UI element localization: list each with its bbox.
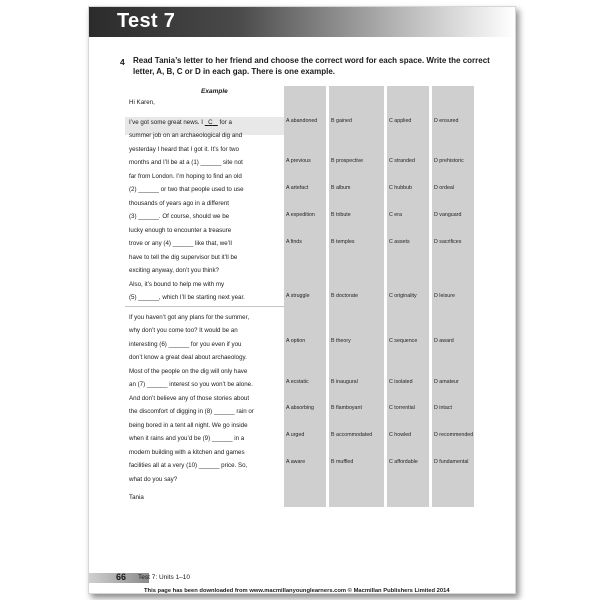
option-8-d: D amateur [434, 379, 459, 385]
option-6-b: B doctorate [331, 293, 359, 299]
option-1-d: D ensured [434, 118, 459, 124]
letter-line: interesting (6) ______ for you even if you [129, 340, 242, 348]
letter-signature: Tania [129, 494, 144, 501]
letter-line: (2) ______ or two that people used to use [129, 186, 244, 193]
option-2-d: D prehistoric [434, 158, 464, 164]
option-9-c: C torrential [389, 405, 415, 411]
worksheet-page [88, 6, 516, 594]
letter-line: (3) ______. Of course, should we be [129, 213, 230, 220]
option-7-a: A option [286, 338, 306, 344]
option-10-c: C howled [389, 432, 412, 438]
option-7-c: C sequence [389, 338, 418, 344]
letter-line: (5) ______, which I’ll be starting next year. [129, 294, 245, 301]
letter-line: what do you say? [129, 475, 178, 483]
option-8-b: B inaugural [331, 379, 358, 385]
option-10-b: B accommodated [331, 432, 373, 438]
option-3-d: D ordeal [434, 185, 455, 191]
example-answer: C [208, 118, 213, 126]
option-7-b: B theory [331, 338, 351, 344]
option-3-a: A artefact [286, 185, 309, 191]
letter-line: trove or any (4) ______ like that, we’ll [129, 240, 232, 247]
question-instructions: Read Tania’s letter to her friend and choose the correct word for each space. Write the correct letter, A, B, C or D in each gap. There is one example. [133, 56, 490, 76]
option-3-c: C hubbub [389, 185, 412, 191]
letter-line: summer job on an archaeological dig and [129, 132, 243, 139]
copyright-notice: This page has been downloaded from www.macmillanyounglearners.com © Macmillan Publishers Limited 2014 [144, 588, 450, 594]
letter-text [129, 96, 281, 505]
option-5-a: A finds [286, 239, 302, 245]
option-1-a: A abandoned [286, 118, 318, 124]
letter-line: far from London. I’m hoping to find an old [129, 172, 242, 180]
letter-line: an (7) ______ interest so you won’t be alone. [129, 381, 253, 388]
option-10-a: A urged [286, 432, 305, 438]
letter-line: don’t know a great deal about archaeology. [129, 354, 247, 361]
letter-line: modern building with a kitchen and games [129, 448, 245, 456]
letter-greeting: Hi Karen, [129, 99, 155, 106]
option-8-c: C isolated [389, 379, 413, 385]
test-title: Test 7 [117, 10, 176, 32]
option-11-b: B muffled [331, 459, 354, 465]
option-5-c: C assets [389, 239, 410, 245]
option-10-d: D recommended [434, 432, 474, 438]
option-2-c: C stranded [389, 158, 415, 164]
option-9-a: A absorbing [286, 405, 314, 411]
letter-line: Most of the people on the dig will only have [129, 367, 248, 375]
option-6-a: A struggle [286, 293, 310, 299]
option-9-b: B flamboyant [331, 405, 362, 411]
option-2-b: B prospective [331, 158, 364, 164]
option-6-c: C originality [389, 293, 417, 299]
option-4-b: B tribute [331, 212, 351, 218]
letter-line: If you haven’t got any plans for the summer, [129, 313, 250, 321]
option-1-b: B gained [331, 118, 352, 124]
letter-line: facilities all at a very (10) ______ price. So, [129, 462, 248, 469]
letter-line: when it rains and you’d be (9) ______ in a [129, 435, 245, 442]
option-4-c: C era [389, 212, 402, 218]
option-8-a: A ecstatic [286, 379, 309, 385]
letter-line: thousands of years ago in a different [129, 199, 229, 207]
option-2-a: A previous [286, 158, 311, 164]
option-4-a: A expedition [286, 212, 315, 218]
option-7-d: D award [434, 338, 454, 344]
letter-line: exciting anyway, don’t you think? [129, 267, 219, 274]
letter-line: lucky enough to encounter a treasure [129, 226, 232, 234]
letter-line: Also, it’s bound to help me with my [129, 280, 225, 288]
letter-line: months and I’ll be at a (1) ______ site not [129, 159, 243, 166]
page-number: 66 [116, 572, 127, 582]
example-label: Example [201, 88, 228, 95]
letter-line: the discomfort of digging in (8) ______ rain or [129, 408, 254, 415]
option-5-d: D sacrifices [434, 239, 462, 245]
option-9-d: D intact [434, 405, 452, 411]
letter-example-line: I’ve got some great news. I C for a [129, 118, 232, 126]
question-number: 4 [120, 57, 125, 67]
option-6-d: D leisure [434, 293, 455, 299]
letter-line: being bored in a tent all night. We go inside [129, 421, 248, 429]
option-5-b: B temples [331, 239, 355, 245]
letter-line: why don’t you come too? It would be an [129, 327, 238, 334]
footer-test-label: Test 7: Units 1–10 [138, 574, 191, 581]
option-4-d: D vanguard [434, 212, 462, 218]
option-3-b: B album [331, 185, 351, 191]
letter-line: yesterday I heard that I got it. It’s for two [129, 145, 239, 153]
option-11-c: C affordable [389, 459, 418, 465]
test-title-banner [89, 7, 515, 37]
option-11-d: D fundamental [434, 459, 469, 465]
option-11-a: A aware [286, 459, 306, 465]
letter-line: And don’t believe any of those stories about [129, 394, 250, 402]
option-1-c: C applied [389, 118, 412, 124]
letter-line: have to tell the dig supervisor but it’ll be [129, 253, 238, 261]
